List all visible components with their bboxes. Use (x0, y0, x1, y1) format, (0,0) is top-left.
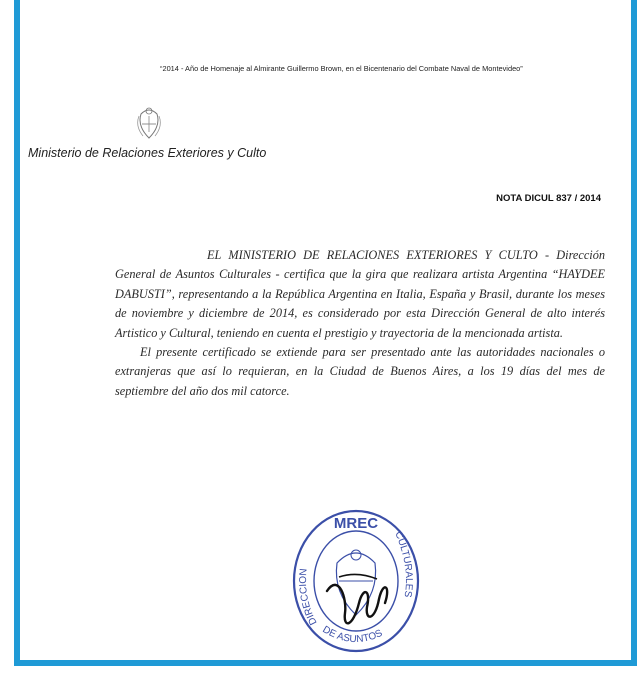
stamp-crest-icon (336, 550, 375, 615)
stamp-top-text: MREC (333, 515, 379, 532)
body-paragraph-1: EL MINISTERIO DE RELACIONES EXTERIORES Y CULTO - Dirección General de Asuntos Culturales - certifica que la gira que realizara artista Argentina “HAYDEE DABUSTI”, representando a la República Argentina en Italia, España y Brasil, durante los meses de noviembre y diciembre de 2014, es considerado por esta Dirección General de alto interés Artistico y Cultural, teniendo en cuenta el prestigio y trayectoria de la mencionada artista. (115, 248, 605, 340)
nota-reference: NOTA DICUL 837 / 2014 (496, 193, 601, 204)
stamp-arc-bottom: DE ASUNTOS (320, 624, 385, 646)
handwritten-signature-icon (327, 585, 387, 623)
body-paragraph-2: El presente certificado se extiende para ser presentado ante las autoridades nacionales o extranjeras que así lo requieran, en la Ciudad de Buenos Aires, a los 19 días del mes de septiembre del año dos mil catorce. (115, 345, 605, 398)
ministry-name: Ministerio de Relaciones Exteriores y Culto (28, 146, 267, 160)
certificate-body (115, 246, 605, 401)
commemorative-header: “2014 - Año de Homenaje al Almirante Guillermo Brown, en el Bicentenario del Combate Naval de Montevideo” (160, 64, 523, 73)
official-stamp (287, 503, 425, 653)
stamp-arc-right: CULTURALES (392, 530, 415, 598)
stamp-arc-left: DIRECCION (297, 568, 320, 627)
argentine-coat-of-arms-icon (133, 104, 165, 142)
